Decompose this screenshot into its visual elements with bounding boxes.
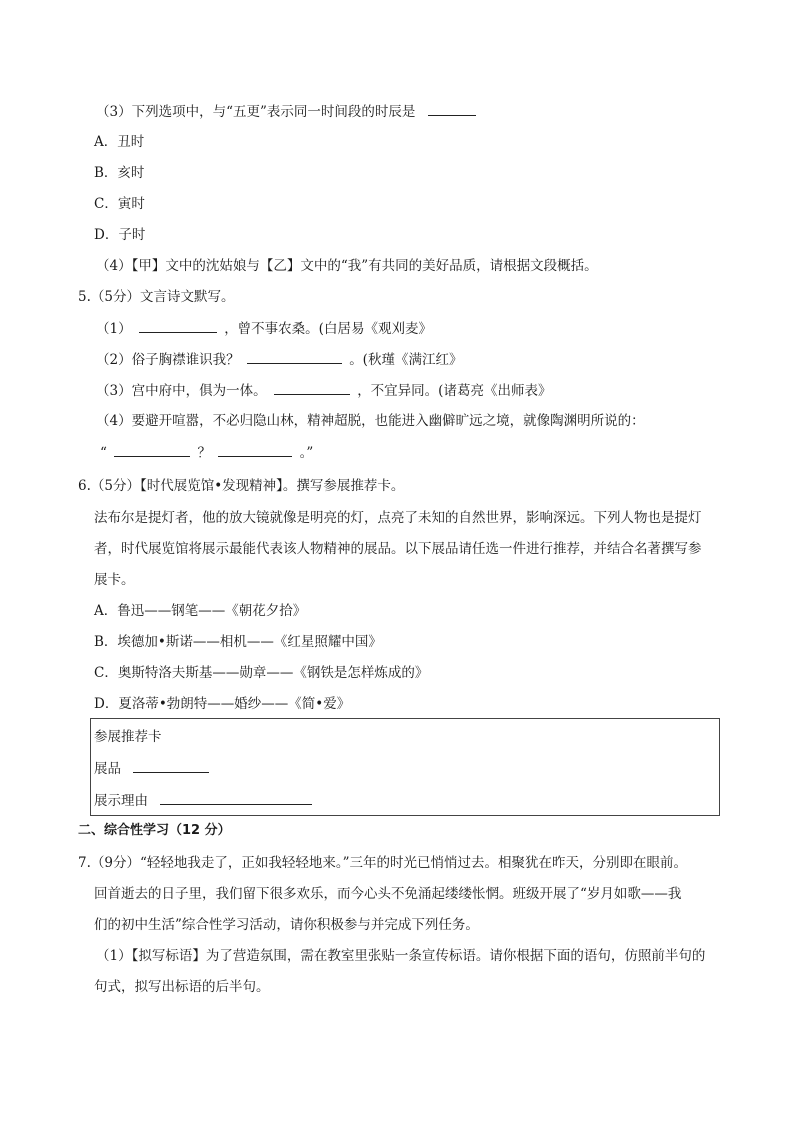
q6-option-b: B．埃德加•斯诺——相机——《红星照耀中国》 [94, 634, 382, 650]
q4-sub3 [96, 101, 479, 122]
q5-line5-close: 。” [299, 445, 314, 461]
q5-line2-prefix: （2）俗子胸襟谁识我？ [96, 352, 240, 368]
answer-blank[interactable] [218, 442, 292, 457]
q5-line3 [96, 380, 551, 401]
q5-line1-prefix: （1） [96, 321, 132, 337]
card-item-input[interactable] [133, 758, 209, 773]
q5-line1 [96, 318, 432, 339]
q5-line3-prefix: （3）宫中府中，俱为一体。 [96, 383, 267, 399]
q6-paragraph-line3: 展卡。 [94, 572, 135, 588]
q5-line2 [96, 349, 462, 370]
card-item-row [94, 758, 212, 779]
card-reason-input[interactable] [160, 790, 312, 805]
q7-paragraph-line2: 回首逝去的日子里，我们留下很多欢乐，而今心头不免涌起缕缕怅惘。班级开展了“岁月如歌——我 [94, 886, 682, 902]
card-item-label: 展品 [94, 761, 121, 777]
answer-blank[interactable] [247, 349, 342, 364]
card-title: 参展推荐卡 [94, 729, 162, 745]
q5-line1-suffix: ，曾不事农桑。(白居易《观刈麦》 [224, 321, 432, 337]
q5-line2-suffix: 。(秋瑾《满江红》 [349, 352, 463, 368]
q4-sub4: （4）【甲】文中的沈姑娘与【乙】文中的“我”有共同的美好品质，请根据文段概括。 [96, 258, 598, 274]
q4-sub3-text: （3）下列选项中，与“五更”表示同一时间段的时辰是 [96, 104, 416, 120]
q7-paragraph-line1: 7.（9分）“轻轻地我走了，正如我轻轻地来。”三年的时光已悄悄过去。相聚犹在昨天，分别即在眼前。 [78, 855, 688, 871]
q6-paragraph-line2: 者，时代展览馆将展示最能代表该人物精神的展品。以下展品请任选一件进行推荐，并结合名著撰写参 [94, 541, 702, 557]
q4-option-c: C．寅时 [94, 196, 145, 212]
q5-line3-suffix: ，不宜异同。(诸葛亮《出师表》 [357, 383, 552, 399]
q7-paragraph-line3: 们的初中生活”综合性学习活动，请你积极参与并完成下列任务。 [94, 917, 479, 933]
q4-option-a: A．丑时 [94, 134, 145, 150]
q5-header: 5.（5分）文言诗文默写。 [78, 289, 235, 305]
q5-line5-mid: ？ [197, 445, 211, 461]
q6-option-a: A．鲁迅——钢笔——《朝花夕拾》 [94, 603, 307, 619]
q4-option-d: D．子时 [94, 227, 146, 243]
q7-sub1-line1: （1）【拟写标语】为了营造氛围，需在教室里张贴一条宣传标语。请你根据下面的语句，仿照前半句的 [96, 948, 706, 964]
q6-option-c: C．奥斯特洛夫斯基——勋章——《钢铁是怎样炼成的》 [94, 665, 429, 681]
card-reason-row [94, 790, 315, 811]
answer-blank[interactable] [139, 318, 217, 333]
q7-sub1-line2: 句式，拟写出标语的后半句。 [94, 979, 270, 995]
q6-header: 6.（5分）【时代展览馆•发现精神】。撰写参展推荐卡。 [78, 478, 405, 494]
section-heading: 二、综合性学习（12 分） [78, 823, 231, 838]
q5-line5 [100, 442, 313, 463]
q4-option-b: B．亥时 [94, 165, 145, 181]
answer-blank[interactable] [428, 101, 476, 116]
q5-line4: （4）要避开喧嚣，不必归隐山林，精神超脱，也能进入幽僻旷远之境，就像陶渊明所说的： [96, 413, 645, 429]
answer-blank[interactable] [274, 380, 350, 395]
answer-blank[interactable] [114, 442, 190, 457]
card-reason-label: 展示理由 [94, 793, 148, 809]
q6-option-d: D．夏洛蒂•勃朗特——婚纱——《简•爱》 [94, 696, 351, 712]
q6-paragraph-line1: 法布尔是提灯者，他的放大镜就像是明亮的灯，点亮了未知的自然世界，影响深远。下列人物也是提灯 [94, 510, 702, 526]
q5-line5-open: “ [100, 445, 107, 461]
